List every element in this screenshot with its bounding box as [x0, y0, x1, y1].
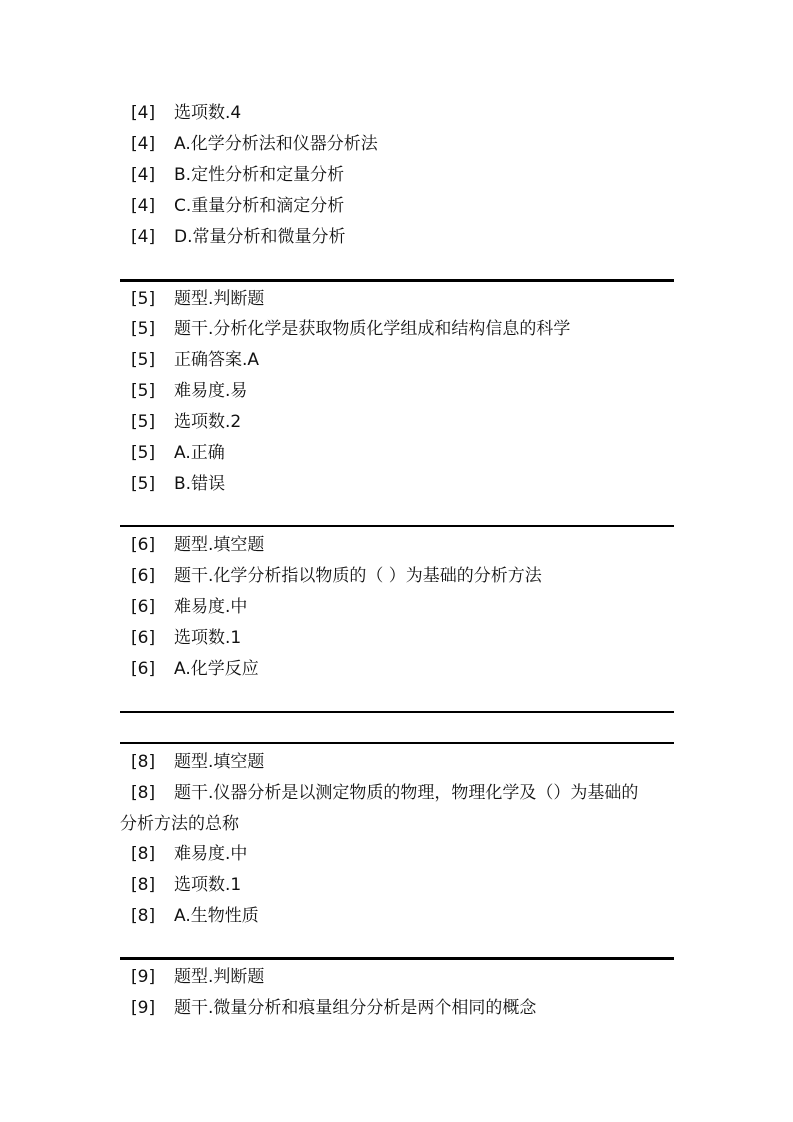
divider — [120, 525, 674, 527]
question-tag: [5] — [131, 350, 156, 370]
difficulty: 难易度.中 — [174, 597, 248, 617]
difficulty: 难易度.易 — [174, 381, 248, 401]
divider — [120, 711, 674, 713]
option-count: 选项数.1 — [174, 628, 242, 648]
option-count: 选项数.2 — [174, 412, 242, 432]
correct-answer: 正确答案.A — [174, 350, 260, 370]
question-tag: [8] — [131, 752, 156, 772]
question-type: 题型.填空题 — [174, 752, 265, 772]
question-tag: [6] — [131, 628, 156, 648]
question-tag: [6] — [131, 535, 156, 555]
option-a: A.化学分析法和仪器分析法 — [174, 134, 378, 154]
question-tag: [4] — [131, 196, 156, 216]
question-tag: [8] — [131, 906, 156, 926]
question-tag: [5] — [131, 443, 156, 463]
question-tag: [5] — [131, 289, 156, 309]
option-c: C.重量分析和滴定分析 — [174, 196, 345, 216]
divider — [120, 957, 674, 960]
question-type: 题型.填空题 — [174, 535, 265, 555]
question-tag: [4] — [131, 134, 156, 154]
question-tag: [8] — [131, 783, 156, 803]
question-type: 题型.判断题 — [174, 289, 265, 309]
option-d: D.常量分析和微量分析 — [174, 227, 346, 247]
question-stem: 题干.分析化学是获取物质化学组成和结构信息的科学 — [174, 319, 571, 339]
divider — [120, 742, 674, 744]
question-tag: [5] — [131, 319, 156, 339]
divider — [120, 279, 674, 282]
question-tag: [4] — [131, 103, 156, 123]
question-tag: [6] — [131, 659, 156, 679]
question-stem: 题干.仪器分析是以测定物质的物理，物理化学及（）为基础的 — [174, 783, 639, 803]
question-tag: [8] — [131, 875, 156, 895]
question-stem: 题干.微量分析和痕量组分分析是两个相同的概念 — [174, 998, 537, 1018]
question-tag: [8] — [131, 844, 156, 864]
option-count: 选项数.4 — [174, 103, 242, 123]
question-tag: [9] — [131, 967, 156, 987]
difficulty: 难易度.中 — [174, 844, 248, 864]
question-tag: [4] — [131, 165, 156, 185]
q8-stem-line — [120, 782, 680, 842]
option-count: 选项数.1 — [174, 875, 242, 895]
question-tag: [9] — [131, 998, 156, 1018]
question-stem: 题干.化学分析指以物质的（ ）为基础的分析方法 — [174, 566, 542, 586]
question-type: 题型.判断题 — [174, 967, 265, 987]
question-tag: [6] — [131, 566, 156, 586]
question-tag: [5] — [131, 412, 156, 432]
option-a: A.化学反应 — [174, 659, 259, 679]
question-tag: [6] — [131, 597, 156, 617]
option-b: B.错误 — [174, 474, 226, 494]
question-stem-continued: 分析方法的总称 — [120, 814, 239, 834]
option-a: A.正确 — [174, 443, 225, 463]
question-tag: [5] — [131, 474, 156, 494]
question-tag: [5] — [131, 381, 156, 401]
question-tag: [4] — [131, 227, 156, 247]
option-a: A.生物性质 — [174, 906, 259, 926]
option-b: B.定性分析和定量分析 — [174, 165, 345, 185]
